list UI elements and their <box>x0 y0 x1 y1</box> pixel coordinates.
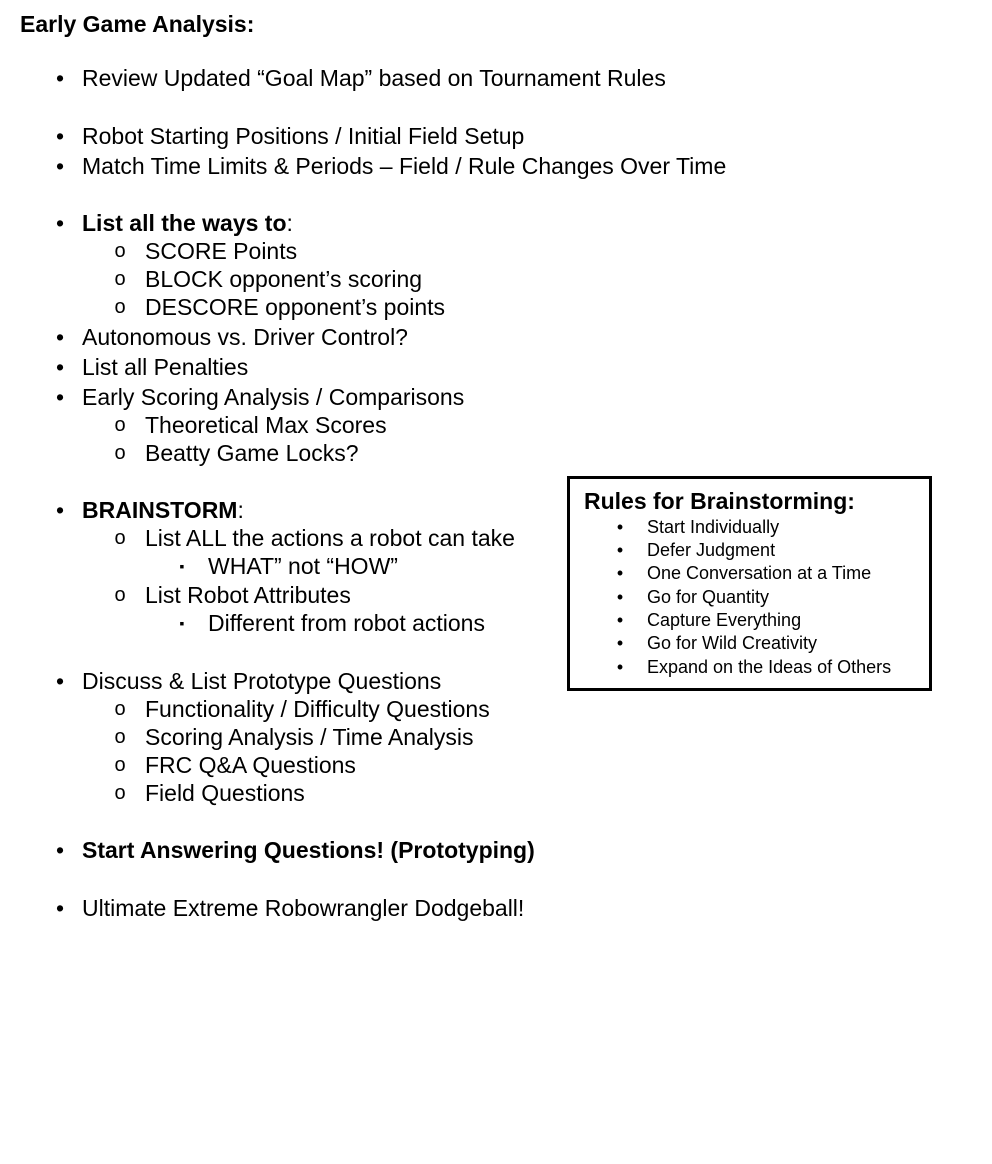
circle-bullet-icon: o <box>114 296 126 318</box>
rule-item: Expand on the Ideas of Others <box>647 657 892 677</box>
list-item-autonomous: Autonomous vs. Driver Control? <box>82 324 408 350</box>
list-item-goal-map: Review Updated “Goal Map” based on Tournament Rules <box>82 65 666 91</box>
sub-sub-item-what-not-how: WHAT” not “HOW” <box>208 553 398 579</box>
sub-item-game-locks: Beatty Game Locks? <box>145 440 359 466</box>
square-bullet-icon: ▪ <box>179 615 185 631</box>
sub-item-scoring-time: Scoring Analysis / Time Analysis <box>145 724 474 750</box>
bullet-icon: • <box>616 587 624 607</box>
circle-bullet-icon: o <box>114 754 126 776</box>
bullet-icon: • <box>616 517 624 537</box>
circle-bullet-icon: o <box>114 240 126 262</box>
list-item-start-answering: Start Answering Questions! (Prototyping) <box>82 837 535 863</box>
circle-bullet-icon: o <box>114 268 126 290</box>
bullet-icon: • <box>616 563 624 583</box>
bullet-icon: • <box>55 210 65 236</box>
brainstorm-colon: : <box>237 497 244 523</box>
sub-item-attributes: List Robot Attributes <box>145 582 351 608</box>
list-item-ways <box>82 209 293 237</box>
rule-item: Capture Everything <box>647 610 802 630</box>
sub-sub-item-different: Different from robot actions <box>208 610 485 636</box>
ways-colon: : <box>286 210 293 236</box>
circle-bullet-icon: o <box>114 442 126 464</box>
bullet-icon: • <box>55 497 65 523</box>
circle-bullet-icon: o <box>114 584 126 606</box>
rule-item: Go for Wild Creativity <box>647 633 818 653</box>
bullet-icon: • <box>616 610 624 630</box>
bullet-icon: • <box>616 540 624 560</box>
ways-heading: List all the ways to <box>82 210 287 236</box>
rule-item: Start Individually <box>647 517 780 537</box>
rule-item: Defer Judgment <box>647 540 776 560</box>
brainstorm-heading: BRAINSTORM <box>82 497 238 523</box>
rules-box <box>567 476 932 691</box>
rules-box-title: Rules for Brainstorming: <box>584 488 855 514</box>
rule-item: One Conversation at a Time <box>647 563 872 583</box>
bullet-icon: • <box>55 324 65 350</box>
bullet-icon: • <box>616 657 624 677</box>
list-item-penalties: List all Penalties <box>82 354 249 380</box>
sub-item-field: Field Questions <box>145 780 305 806</box>
bullet-icon: • <box>55 384 65 410</box>
sub-item-actions: List ALL the actions a robot can take <box>145 525 515 551</box>
circle-bullet-icon: o <box>114 782 126 804</box>
list-item-brainstorm <box>82 496 244 524</box>
list-item-starting-positions: Robot Starting Positions / Initial Field Setup <box>82 123 525 149</box>
list-item-time-limits: Match Time Limits & Periods – Field / Rule Changes Over Time <box>82 153 727 179</box>
bullet-icon: • <box>616 633 624 653</box>
bullet-icon: • <box>55 668 65 694</box>
page-title: Early Game Analysis: <box>20 11 255 37</box>
circle-bullet-icon: o <box>114 527 126 549</box>
bullet-icon: • <box>55 354 65 380</box>
circle-bullet-icon: o <box>114 726 126 748</box>
sub-item-block: BLOCK opponent’s scoring <box>145 266 423 292</box>
bullet-icon: • <box>55 123 65 149</box>
sub-item-frc-qa: FRC Q&A Questions <box>145 752 356 778</box>
sub-item-max-scores: Theoretical Max Scores <box>145 412 387 438</box>
sub-item-score: SCORE Points <box>145 238 298 264</box>
bullet-icon: • <box>55 153 65 179</box>
list-item-prototype: Discuss & List Prototype Questions <box>82 668 442 694</box>
circle-bullet-icon: o <box>114 414 126 436</box>
circle-bullet-icon: o <box>114 698 126 720</box>
bullet-icon: • <box>55 837 65 863</box>
list-item-dodgeball: Ultimate Extreme Robowrangler Dodgeball! <box>82 895 525 921</box>
bullet-icon: • <box>55 65 65 91</box>
sub-item-functionality: Functionality / Difficulty Questions <box>145 696 490 722</box>
list-item-early-scoring: Early Scoring Analysis / Comparisons <box>82 384 465 410</box>
bullet-icon: • <box>55 895 65 921</box>
sub-item-descore: DESCORE opponent’s points <box>145 294 446 320</box>
rule-item: Go for Quantity <box>647 587 770 607</box>
square-bullet-icon: ▪ <box>179 558 185 574</box>
